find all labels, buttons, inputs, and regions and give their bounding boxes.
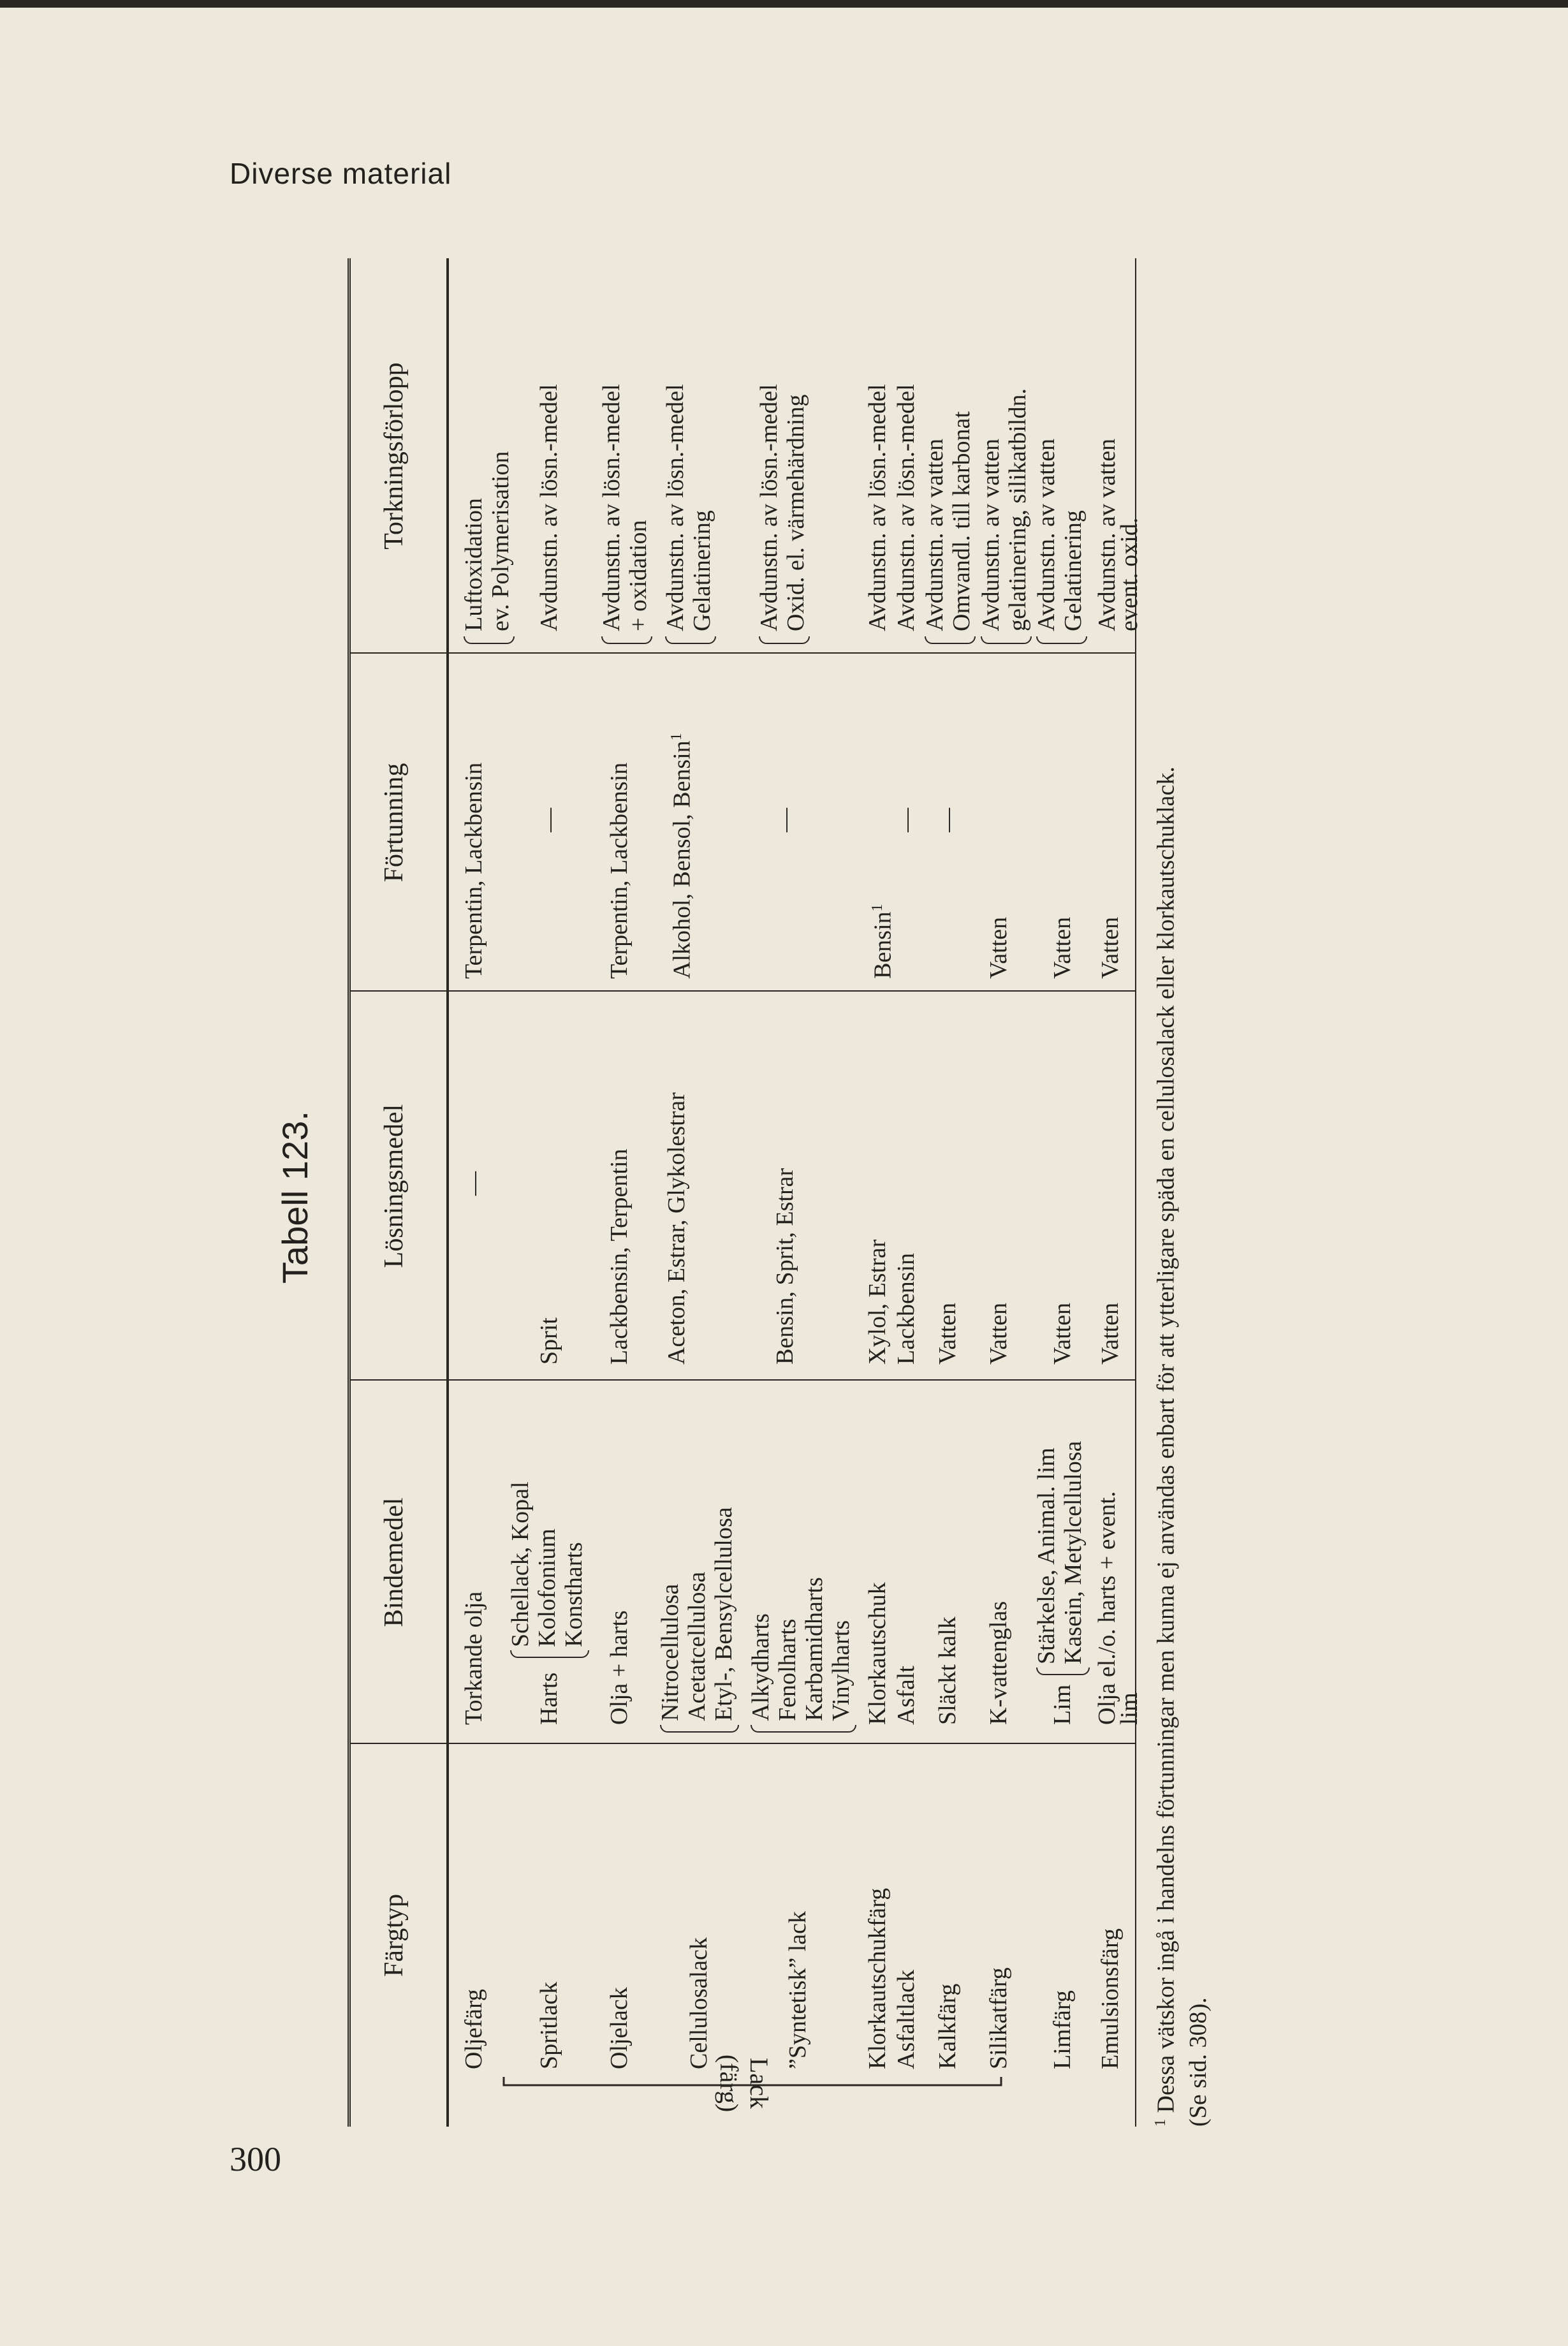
- bindemedel-lim-2: Kasein, Metylcellulosa: [1060, 1441, 1087, 1664]
- bindemedel-kalk: Släckt kalk: [934, 1617, 961, 1725]
- losning-cellulosalack: Aceton, Estrar, Glykolestrar: [663, 1092, 690, 1365]
- header-losningsmedel: Lösningsmedel: [379, 1104, 409, 1268]
- torkning-asfalt: Avdunstn. av lösn.-medel: [893, 384, 920, 631]
- losning-klorkautschuk: Xylol, Estrar: [864, 1239, 891, 1365]
- torkning-silikat-2: gelatinering, silikatbildn.: [1004, 388, 1031, 631]
- top-edge-rule: [0, 0, 1568, 8]
- bindemedel-syntetisk-2: Fenolharts: [774, 1618, 801, 1721]
- page-number: 300: [230, 2140, 281, 2178]
- losning-silikat: Vatten: [985, 1302, 1012, 1365]
- losning-spritlack: Sprit: [536, 1317, 562, 1365]
- table-page-emulsion: [274, 233, 1326, 2165]
- fortunning-asfalt: —: [893, 808, 920, 832]
- torkning-emulsion-2: event. oxid.: [1116, 517, 1143, 631]
- bindemedel-emulsion-1: Olja el./o. harts + event.: [1094, 1491, 1120, 1725]
- emulsion-row-layer: [348, 258, 1094, 2127]
- bindemedel-silikat: K-vattenglas: [985, 1601, 1012, 1725]
- footnote-marker: 1: [869, 904, 886, 912]
- bindemedel-spritlack-3: Konstharts: [561, 1542, 587, 1647]
- bindemedel-spritlack-2: Kolofonium: [534, 1529, 561, 1647]
- bindemedel-cellulosa-3: Etyl-, Bensylcellulosa: [710, 1507, 737, 1721]
- bindemedel-syntetisk-3: Karbamidharts: [801, 1577, 828, 1721]
- losning-asfalt: Lackbensin: [893, 1252, 920, 1365]
- fortunning-spritlack: —: [536, 808, 562, 832]
- bindemedel-emulsion-2: lim: [1116, 1692, 1143, 1725]
- header-bindemedel: Bindemedel: [379, 1497, 409, 1627]
- torkning-kalk-1: Avdunstn. av vatten: [921, 438, 948, 631]
- fargtyp-kalkfarg: Kalkfärg: [934, 1983, 961, 2069]
- torkning-silikat-1: Avdunstn. av vatten: [978, 438, 1004, 631]
- torkning-klorkautschuk: Avdunstn. av lösn.-medel: [864, 384, 891, 631]
- torkning-oljelack-1: Avdunstn. av lösn.-medel: [598, 384, 625, 631]
- fortunning-klorkautschuk: Bensin$^1$: [869, 904, 897, 979]
- footnote-marker: 1: [668, 733, 685, 741]
- torkning-syntetisk-2: Oxid. el. värmehärdning: [782, 394, 809, 631]
- bindemedel-oljelack: Olja + harts: [606, 1610, 633, 1725]
- torkning-cellulosa-2: Gelatinering: [689, 510, 715, 631]
- bindemedel-cellulosa-2: Acetatcellulosa: [684, 1571, 710, 1721]
- bindemedel-oljefarg: Torkande olja: [460, 1591, 487, 1725]
- fortunning-emulsion: Vatten: [1097, 916, 1124, 979]
- header-fargtyp: Färgtyp: [379, 1894, 409, 1977]
- torkning-oljefarg-1: Luftoxidation: [460, 498, 487, 631]
- losning-oljefarg: —: [460, 1171, 487, 1196]
- bindemedel-prefix-harts: Harts: [536, 1672, 562, 1725]
- losning-lim: Vatten: [1049, 1302, 1076, 1365]
- fortunning-oljefarg: Terpentin, Lackbensin: [460, 762, 487, 979]
- torkning-lim-1: Avdunstn. av vatten: [1033, 438, 1060, 631]
- header-fortunning: Förtunning: [379, 763, 409, 883]
- fargtyp-silikatfarg: Silikatfärg: [985, 1967, 1012, 2069]
- fargtyp-limfarg: Limfärg: [1049, 1990, 1076, 2069]
- footnote-text: Dessa vätskor ingå i handelns förtunningar men kunna ej användas enbart för att ytterligare späda en cellulosalack eller klorkautschuklack.: [1152, 766, 1180, 2113]
- fargtyp-syntetisk: ”Syntetisk” lack: [784, 1911, 811, 2069]
- bindemedel-syntetisk-4: Vinylharts: [828, 1620, 854, 1721]
- fargtyp-oljefarg: Oljefärg: [460, 1989, 487, 2069]
- losning-syntetisk: Bensin, Sprit, Estrar: [772, 1168, 798, 1365]
- losning-emulsion: Vatten: [1097, 1302, 1124, 1365]
- fortunning-lim: Vatten: [1049, 916, 1076, 979]
- fargtyp-emulsionsfarg: Emulsionsfärg: [1097, 1928, 1124, 2069]
- footnote-marker: 1: [1152, 2119, 1169, 2127]
- bindemedel-syntetisk-1: Alkydharts: [747, 1613, 774, 1721]
- losning-kalk: Vatten: [934, 1302, 961, 1365]
- fortunning-cellulosalack: Alkohol, Bensol, Bensin$^1$: [668, 733, 696, 979]
- fargtyp-cellulosalack: Cellulosalack: [685, 1937, 712, 2069]
- bindemedel-asfalt: Asfalt: [893, 1666, 920, 1725]
- fargtyp-asfaltlack: Asfaltlack: [893, 1969, 920, 2069]
- fortunning-kalk: —: [934, 808, 961, 832]
- bindemedel-klorkautschuk: Klorkautschuk: [864, 1582, 891, 1725]
- fargtyp-oljelack: Oljelack: [606, 1987, 633, 2069]
- fortunning-silikat: Vatten: [985, 916, 1012, 979]
- torkning-oljefarg-2: ev. Polymerisation: [487, 451, 514, 631]
- table-caption: Tabell 123.: [275, 1111, 315, 1284]
- bindemedel-prefix-lim: Lim: [1049, 1684, 1076, 1725]
- torkning-oljelack-2: + oxidation: [625, 520, 652, 631]
- torkning-kalk-2: Omvandl. till karbonat: [948, 411, 975, 631]
- fortunning-oljelack: Terpentin, Lackbensin: [606, 762, 633, 979]
- bindemedel-lim-1: Stärkelse, Animal. lim: [1033, 1448, 1060, 1664]
- running-head: Diverse material: [230, 157, 452, 190]
- group-label-lack: Lack (färg): [715, 2054, 773, 2113]
- torkning-emulsion-1: Avdunstn. av vatten: [1094, 438, 1120, 631]
- fargtyp-klorkautschuk: Klorkautschukfärg: [864, 1888, 891, 2069]
- footnote-line-2: (Se sid. 308).: [1184, 1997, 1212, 2127]
- bindemedel-cellulosa-1: Nitrocellulosa: [657, 1583, 684, 1721]
- bindemedel-spritlack-1: Schellack, Kopal: [507, 1481, 534, 1647]
- losning-oljelack: Lackbensin, Terpentin: [606, 1148, 633, 1365]
- torkning-syntetisk-1: Avdunstn. av lösn.-medel: [756, 384, 782, 631]
- header-torkningsforlopp: Torkningsförlopp: [379, 362, 409, 550]
- fortunning-syntetisk: —: [772, 808, 798, 832]
- torkning-lim-2: Gelatinering: [1060, 510, 1087, 631]
- fargtyp-spritlack: Spritlack: [536, 1981, 562, 2069]
- torkning-cellulosa-1: Avdunstn. av lösn.-medel: [662, 384, 689, 631]
- torkning-spritlack: Avdunstn. av lösn.-medel: [536, 384, 562, 631]
